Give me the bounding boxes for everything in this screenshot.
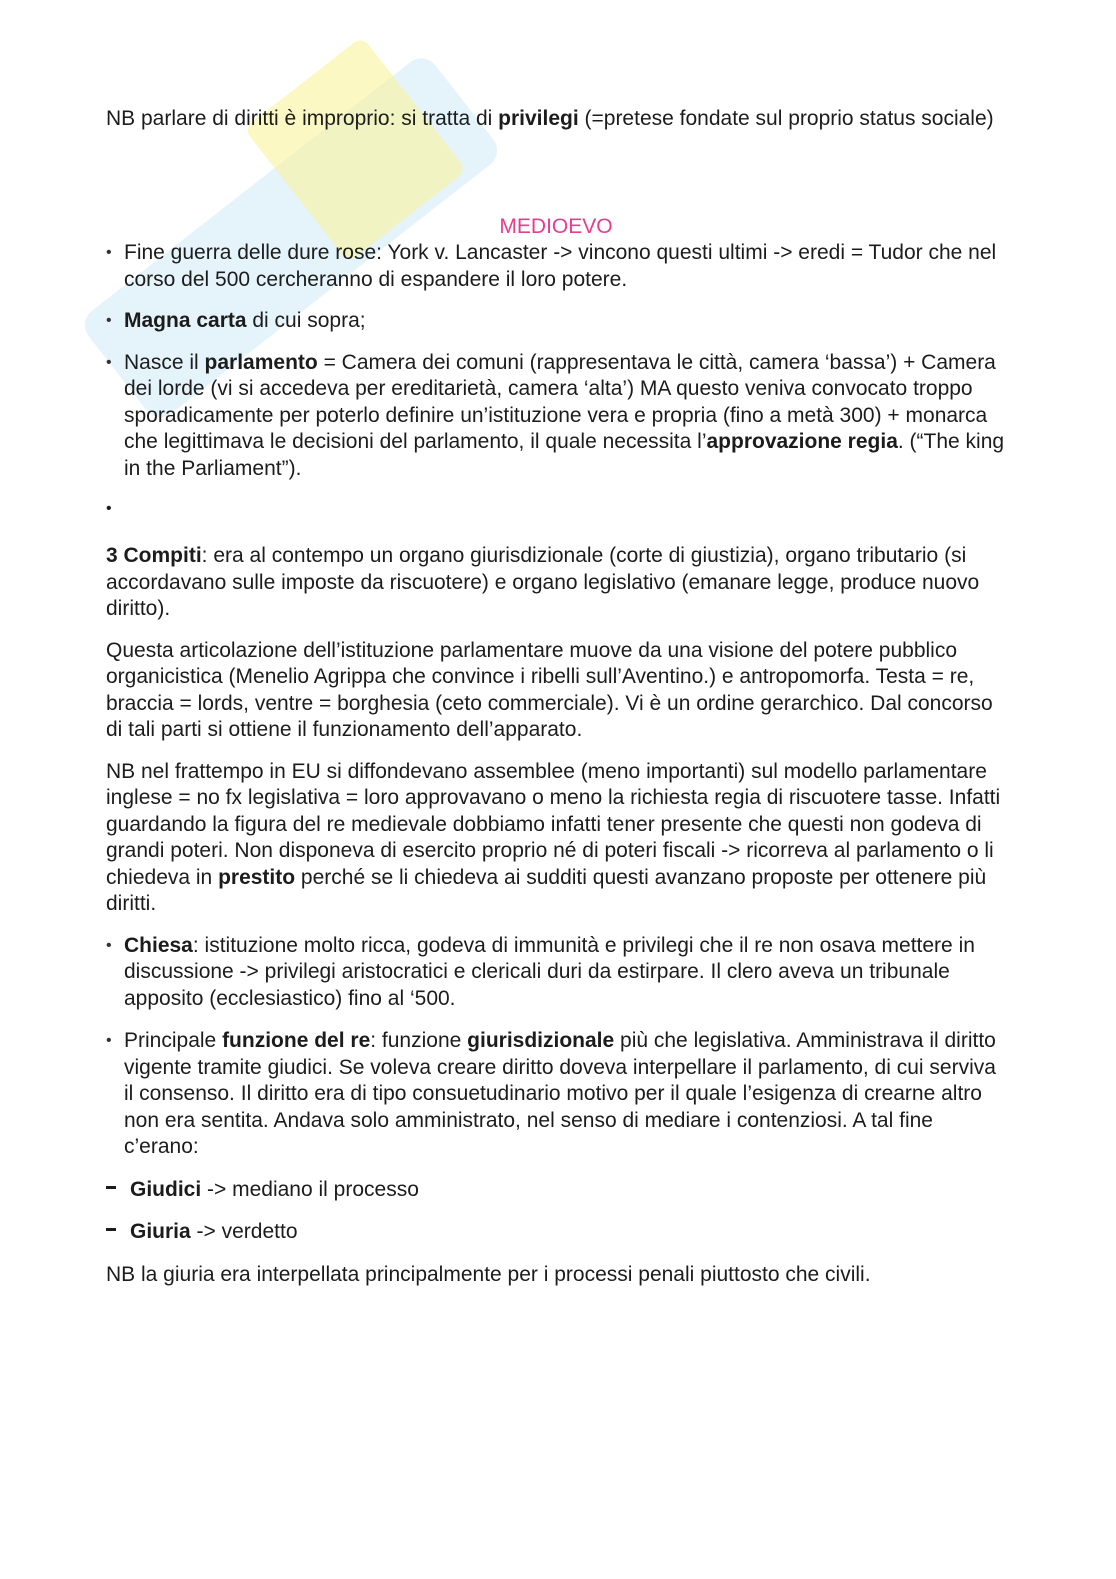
bullet-bold: approvazione regia bbox=[706, 430, 898, 453]
bullet-bold: giurisdizionale bbox=[467, 1029, 615, 1052]
compiti-bold: 3 Compiti bbox=[106, 544, 202, 567]
document-page bbox=[106, 106, 1006, 1303]
bullet-list-1 bbox=[106, 240, 1006, 482]
intro-text-end: (=pretese fondate sul proprio status sociale) bbox=[578, 107, 994, 130]
paragraph-closing: NB la giuria era interpellata principalmente per i processi penali piuttosto che civili. bbox=[106, 1262, 871, 1286]
para-bold: prestito bbox=[218, 865, 296, 889]
bullet-bold: parlamento bbox=[204, 350, 318, 374]
bullet-bold: Chiesa bbox=[124, 933, 193, 957]
bullet-text: Principale bbox=[124, 1029, 223, 1052]
list-item bbox=[106, 350, 1006, 483]
list-item bbox=[106, 1028, 1006, 1161]
bullet-text: : funzione bbox=[370, 1029, 468, 1052]
bullet-text: di cui sopra; bbox=[246, 309, 366, 332]
dash-text: -> mediano il processo bbox=[201, 1177, 419, 1201]
list-item bbox=[106, 308, 1006, 335]
bullet-bold: funzione del re bbox=[222, 1029, 371, 1052]
paragraph-compiti bbox=[106, 543, 1006, 623]
empty-bullet bbox=[106, 492, 1006, 518]
intro-text: NB parlare di diritti è improprio: si tratta di bbox=[106, 107, 499, 130]
bullet-bold: Magna carta bbox=[124, 309, 247, 332]
list-item bbox=[106, 240, 1006, 293]
paragraph-organicistica: Questa articolazione dell’istituzione parlamentare muove da una visione del potere pubblico organicistica (Menelio Agrippa che convince i ribelli sull’Aventino.) e antropomorfa. Testa = re, braccia = lords, ventre = borghesia (ceto commerciale). Vi è un ordine gerarchico. Dal concorso di tali parti si ottiene il funzionamento dell’apparato. bbox=[106, 638, 993, 741]
dash-text: -> verdetto bbox=[190, 1220, 298, 1243]
compiti-text: : era al contempo un organo giurisdizionale (corte di giustizia), organo tributario (si accordavano sulle imposte da riscuotere) e organo legislativo (emanare legge, produce nuovo diritto). bbox=[106, 544, 980, 620]
dash-bold: Giudici bbox=[130, 1177, 202, 1201]
bullet-text: Nasce il bbox=[124, 350, 205, 374]
paragraph-europe bbox=[106, 759, 1006, 918]
section-heading: MEDIOEVO bbox=[499, 214, 613, 238]
bullet-text: più che legislativa. Amministrava il diritto vigente tramite giudici. Se voleva creare diritto doveva interpellare il parlamento, di cui serviva il consenso. Il diritto era di tipo consuetudinario motivo per il quale l’esigenza di crearne altro non era sentita. Andava solo amministrato, nel senso di mediare i contenziosi. A tal fine c’erano: bbox=[124, 1029, 996, 1158]
dash-list bbox=[106, 1177, 1006, 1246]
bullet-text: = Camera dei comuni (rappresentava le città, camera ‘bassa’) + Camera dei lorde (vi si accedeva per ereditarietà, camera ‘alta’) MA questo veniva convocato troppo sporadicamente per poterlo definire un’istituzione vera e propria (fino a metà 300) + monarca che legittimava le decisioni del parlamento, il quale necessita l’ bbox=[124, 350, 996, 453]
intro-bold: privilegi bbox=[498, 107, 579, 130]
bullet-list-2 bbox=[106, 933, 1006, 1161]
para-text: NB nel frattempo in EU si diffondevano assemblee (meno importanti) sul modello parlamentare inglese = no fx legislativa = loro approvavano o meno la richiesta regia di riscuotere tasse. Infatti guardando la figura del re medievale dobbiamo infatti tener presente che questi non godeva di grandi poteri. Non disponeva di esercito proprio né di poteri fiscali -> ricorreva al parlamento o li chiedeva in bbox=[106, 759, 1001, 889]
bullet-text: Fine guerra delle dure rose: York v. Lancaster -> vincono questi ultimi -> eredi = Tudor che nel corso del 500 cercheranno di espandere il loro potere. bbox=[124, 241, 997, 291]
list-item bbox=[106, 1219, 1006, 1246]
dash-bold: Giuria bbox=[130, 1220, 191, 1243]
list-item bbox=[106, 933, 1006, 1013]
bullet-text: . (“The king in the Parliament”). bbox=[124, 430, 1005, 480]
list-item bbox=[106, 1177, 1006, 1204]
bullet-text: : istituzione molto ricca, godeva di immunità e privilegi che il re non osava mettere in discussione -> privilegi aristocratici e clericali duri da estirpare. Il clero aveva un tribunale apposito (ecclesiastico) fino al ‘500. bbox=[124, 933, 975, 1010]
para-text-end: perché se li chiedeva ai sudditi questi avanzano proposte per ottenere più diritti. bbox=[106, 865, 987, 915]
intro-note bbox=[106, 106, 1006, 133]
